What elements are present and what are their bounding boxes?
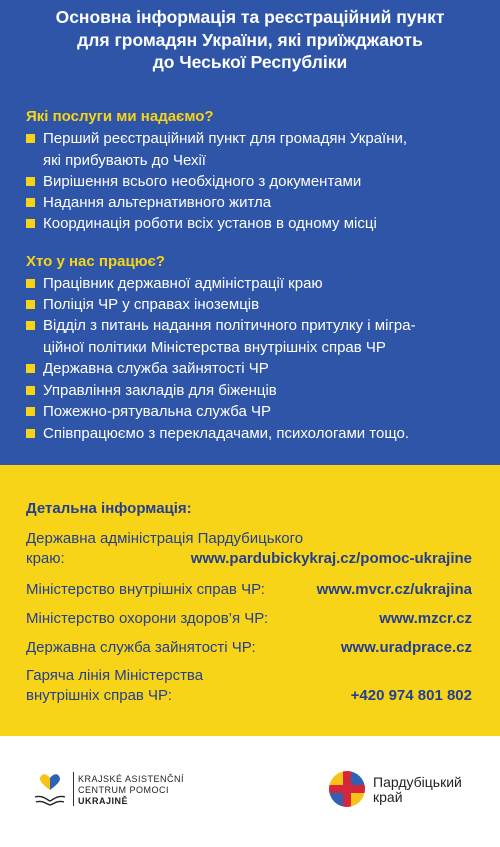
heart-hands-icon xyxy=(32,770,68,810)
detail-link[interactable]: www.uradprace.cz xyxy=(340,639,472,656)
pardubice-region-logo xyxy=(328,770,488,810)
staff-heading: Хто у нас працює? xyxy=(26,253,165,270)
hotline-number[interactable]: +420 974 801 802 xyxy=(350,687,472,704)
page-title xyxy=(20,6,480,74)
logo-text: UKRAJINĚ xyxy=(78,796,129,806)
staff-item: Співпрацюємо з перекладачами, психологами тощо. xyxy=(26,423,486,445)
bullet-square-icon xyxy=(26,364,35,373)
region-emblem-icon xyxy=(328,770,366,808)
bullet-square-icon xyxy=(26,219,35,228)
detail-link[interactable]: www.pardubickykraj.cz/pomoc-ukrajine xyxy=(190,550,472,567)
detail-link[interactable]: www.mzcr.cz xyxy=(379,610,472,627)
staff-item: Управління закладів для біженців xyxy=(26,380,486,402)
detail-row xyxy=(26,638,472,658)
details-heading: Детальна інформація: xyxy=(26,500,192,517)
detail-row xyxy=(26,666,472,706)
service-item: Координація роботи всіх установ в одному місці xyxy=(26,213,486,235)
bullet-square-icon xyxy=(26,177,35,186)
bullet-square-icon xyxy=(26,134,35,143)
region-name: Пардубіцький край xyxy=(373,774,462,805)
bullet-square-icon xyxy=(26,198,35,207)
detail-label: Гаряча лінія Міністерства xyxy=(26,667,204,684)
detail-row xyxy=(26,580,472,600)
staff-item: Поліція ЧР у справах іноземців xyxy=(26,294,486,316)
detail-label: Державна служба зайнятості ЧР: xyxy=(26,639,256,656)
bullet-square-icon xyxy=(26,300,35,309)
logo-text: KRAJSKÉ ASISTENČNÍ xyxy=(78,774,185,784)
staff-item: Державна служба зайнятості ЧР xyxy=(26,358,486,380)
detail-label: Міністерство внутрішніх справ ЧР: xyxy=(26,581,265,598)
bullet-square-icon xyxy=(26,386,35,395)
staff-item: Працівник державної адміністрації краю xyxy=(26,273,486,295)
detail-label: краю: xyxy=(26,550,65,567)
service-item: Перший реєстраційний пункт для громадян України, які прибувають до Чехії xyxy=(26,128,486,171)
detail-row xyxy=(26,609,472,629)
detail-label: внутрішніх справ ЧР: xyxy=(26,687,172,704)
detail-label: Державна адміністрація Пардубицького xyxy=(26,530,304,547)
staff-item: Пожежно-рятувальна служба ЧР xyxy=(26,401,486,423)
bullet-square-icon xyxy=(26,279,35,288)
detail-row xyxy=(26,529,472,569)
detail-label: Міністерство охорони здоров’я ЧР: xyxy=(26,610,269,627)
bullet-square-icon xyxy=(26,429,35,438)
bullet-square-icon xyxy=(26,321,35,330)
staff-item: Відділ з питань надання політичного притулку і мігра- ційної політики Міністерства внутрішніх справ ЧР xyxy=(26,315,486,358)
detail-link[interactable]: www.mvcr.cz/ukrajina xyxy=(316,581,472,598)
title-line: до Чеської Республіки xyxy=(152,52,348,72)
service-item: Надання альтернативного житла xyxy=(26,192,486,214)
service-item: Вирішення всього необхідного з документами xyxy=(26,171,486,193)
title-line: для громадян України, які приїжджають xyxy=(77,29,423,50)
services-heading: Які послуги ми надаємо? xyxy=(26,108,214,125)
title-line: Основна інформація та реєстраційний пункт xyxy=(55,7,445,27)
assistance-center-logo xyxy=(32,770,192,810)
logo-divider xyxy=(73,772,74,806)
logo-text: CENTRUM POMOCI xyxy=(78,785,169,795)
bullet-square-icon xyxy=(26,407,35,416)
